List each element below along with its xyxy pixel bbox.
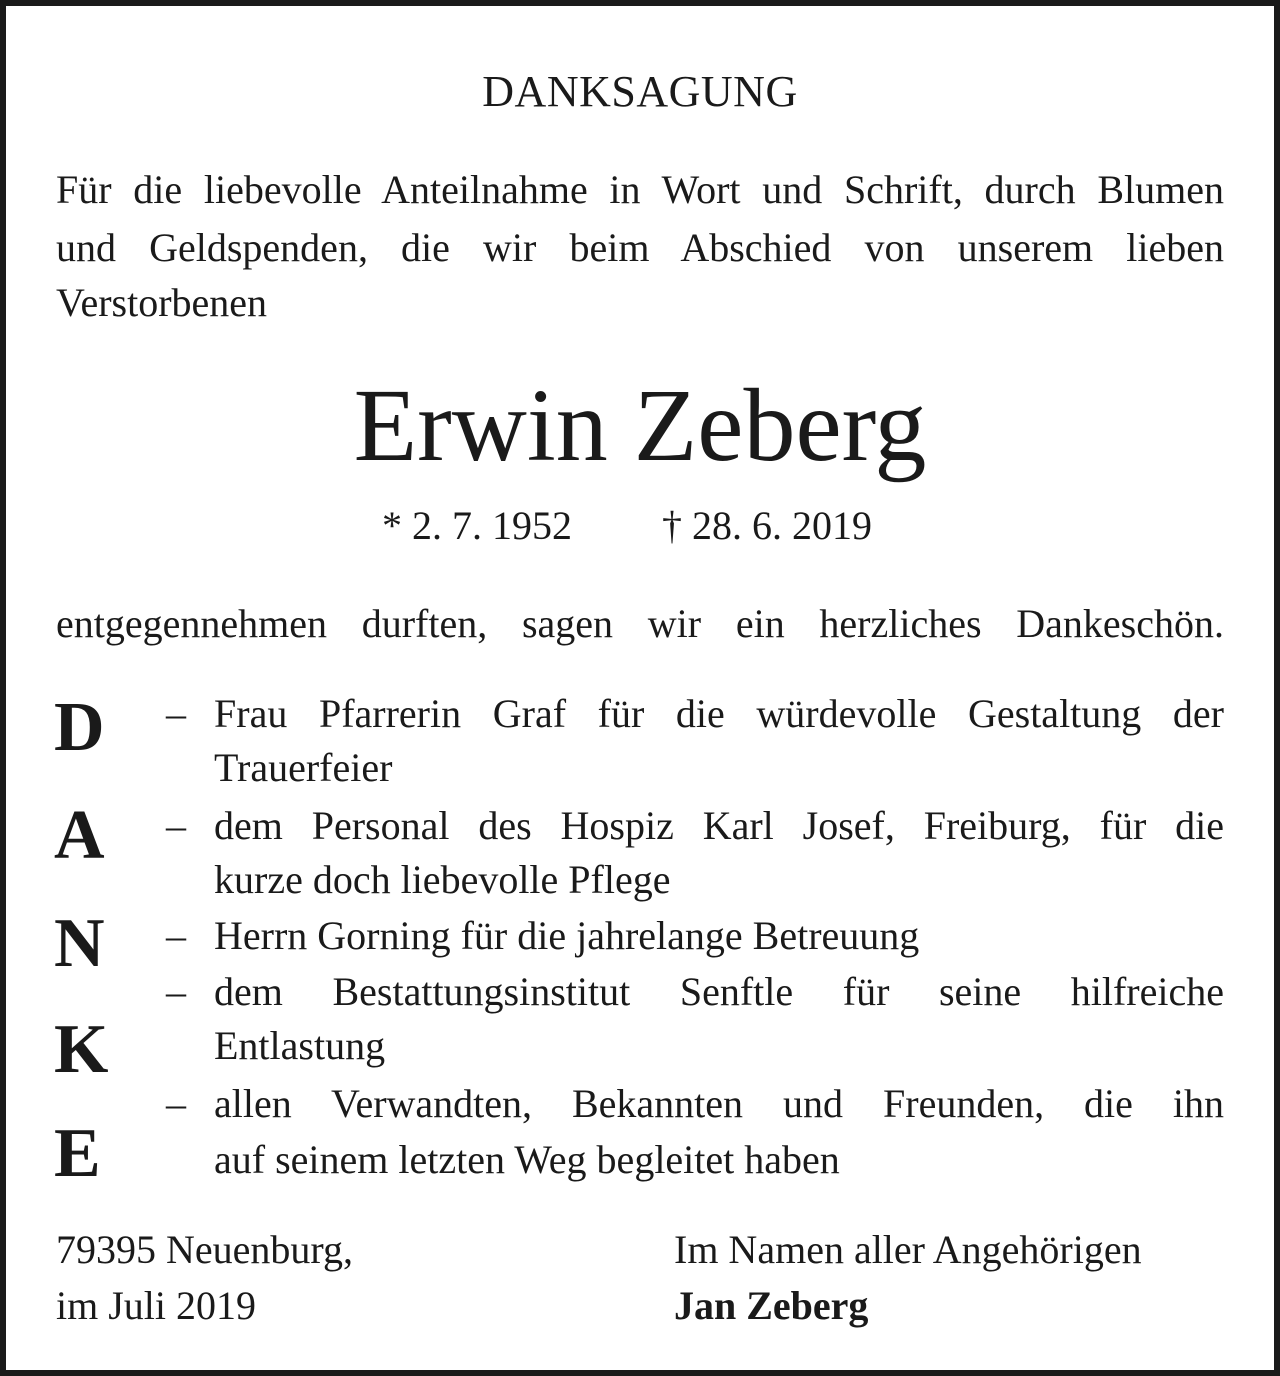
thanks-item-4-line-1: dem Bestattungsinstitut Senftle für seine hilfreiche	[214, 969, 1224, 1014]
thanks-item-5-line-1: allen Verwandten, Bekannten und Freunden, die ihn	[214, 1081, 1224, 1126]
acrostic-letter-e: E	[54, 1115, 101, 1192]
item-dash: –	[166, 803, 186, 848]
item-dash: –	[166, 969, 186, 1014]
thanks-item-2-line-1: dem Personal des Hospiz Karl Josef, Freiburg, für die	[214, 803, 1224, 848]
thanks-item-3-line-1: Herrn Gorning für die jahrelange Betreuung	[214, 913, 920, 958]
thanks-item-5-line-2: auf seinem letzten Weg begleitet haben	[214, 1137, 840, 1182]
thanks-item-4-line-2: Entlastung	[214, 1023, 386, 1068]
item-dash: –	[166, 1081, 186, 1126]
thanks-item-2-line-2: kurze doch liebevolle Pflege	[214, 857, 671, 902]
footer-date: im Juli 2019	[56, 1283, 257, 1328]
acrostic-letter-d: D	[54, 689, 105, 766]
footer-on-behalf: Im Namen aller Angehörigen	[674, 1227, 1142, 1272]
heading: DANKSAGUNG	[482, 67, 798, 116]
birth-date: * 2. 7. 1952	[382, 503, 572, 548]
item-dash: –	[166, 691, 186, 736]
intro-line-3: Verstorbenen	[56, 280, 268, 325]
intro-line-1: Für die liebevolle Anteilnahme in Wort und Schrift, durch Blumen	[56, 167, 1224, 212]
death-date: † 28. 6. 2019	[662, 503, 872, 548]
acrostic-letter-a: A	[54, 797, 105, 874]
deceased-name: Erwin Zeberg	[353, 368, 927, 483]
item-dash: –	[166, 913, 186, 958]
closing-line: entgegennehmen durften, sagen wir ein herzliches Dankeschön.	[56, 601, 1224, 646]
acrostic-letter-k: K	[54, 1011, 109, 1088]
acrostic-letter-n: N	[54, 905, 105, 982]
thanks-item-1-line-2: Trauerfeier	[214, 745, 393, 790]
footer-signer: Jan Zeberg	[674, 1283, 869, 1328]
footer-place: 79395 Neuenburg,	[56, 1227, 353, 1272]
thanks-item-1-line-1: Frau Pfarrerin Graf für die würdevolle Gestaltung der	[214, 691, 1224, 736]
intro-line-2: und Geldspenden, die wir beim Abschied von unserem lieben	[56, 225, 1224, 270]
